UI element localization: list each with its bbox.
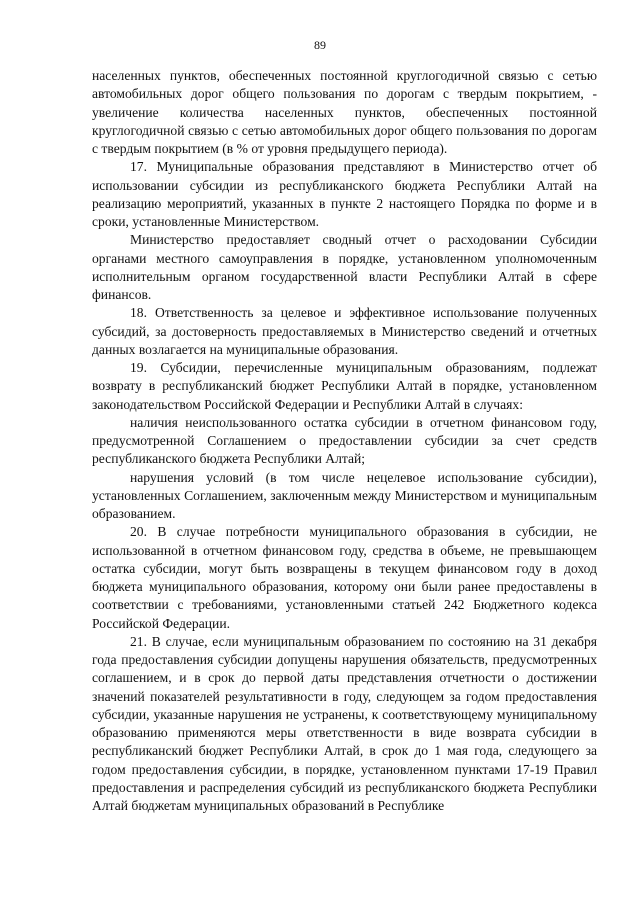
paragraph-21: 21. В случае, если муниципальным образованием по состоянию на 31 декабря года предоставления субсидии допущены нарушения обязательств, предусмотренных соглашением, и в срок до первой даты представления отчетности о достижении значений показателей результативности в году, следующем за годом предоставления субсидии, указанные нарушения не устранены, к соответствующему муниципальному образованию применяются меры ответственности в виде возврата субсидии в республиканский бюджет Республики Алтай, в срок до 1 мая года, следующего за годом предоставления субсидии, в порядке, установленном пунктами 17-19 Правил предоставления и распределения субсидий из республиканского бюджета Республики Алтай бюджетам муниципальных образований в Республике: [92, 633, 597, 813]
paragraph-ministry-report: Министерство предоставляет сводный отчет о расходовании Субсидии органами местного самоуправления в порядке, установленном уполномоченным исполнительным органом государственной власти Республики Алтай в сфере финансов.: [92, 232, 597, 302]
page-number: 89: [314, 38, 326, 52]
paragraph-18: 18. Ответственность за целевое и эффективное использование полученных субсидий, за достоверность предоставляемых в Министерство сведений и отчетных данных возлагается на муниципальные образования.: [92, 305, 597, 357]
paragraph-continuation: населенных пунктов, обеспеченных постоянной круглогодичной связью с сетью автомобильных дорог общего пользования по дорогам с твердым покрытием, - увеличение количества населенных пунктов, обеспеченных постоянной круглогодичной связью с сетью автомобильных дорог общего пользования по дорогам с твердым покрытием (в % от уровня предыдущего периода).: [92, 68, 597, 156]
paragraph-17: 17. Муниципальные образования представляют в Министерство отчет об использовании субсидии из республиканского бюджета Республики Алтай на реализацию мероприятий, указанных в пункте 2 настоящего Порядка по форме и в сроки, установленные Министерством.: [92, 159, 597, 229]
document-body: [92, 67, 597, 815]
paragraph-19-case-unused-balance: наличия неиспользованного остатка субсидии в отчетном финансовом году, предусмотренной Соглашением о предоставлении субсидии за счет средств республиканского бюджета Республики Алтай;: [92, 414, 597, 467]
paragraph-19: 19. Субсидии, перечисленные муниципальным образованиям, подлежат возврату в республиканский бюджет Республики Алтай в порядке, установленном законодательством Российской Федерации и Республики Алтай в случаях:: [92, 360, 597, 412]
paragraph-19-case-violation: нарушения условий (в том числе нецелевое использование субсидии), установленных Соглашением, заключенным между Министерством и муниципальным образованием.: [92, 469, 597, 521]
paragraph-20: 20. В случае потребности муниципального образования в субсидии, не использованной в отчетном финансовом году, средства в объеме, не превышающем остатка субсидии, могут быть возвращены в текущем финансовом году в доход бюджета муниципального образования, которому они были ранее предоставлены в соответствии с требованиями, установленными статьей 242 Бюджетного кодекса Российской Федерации.: [92, 524, 597, 631]
